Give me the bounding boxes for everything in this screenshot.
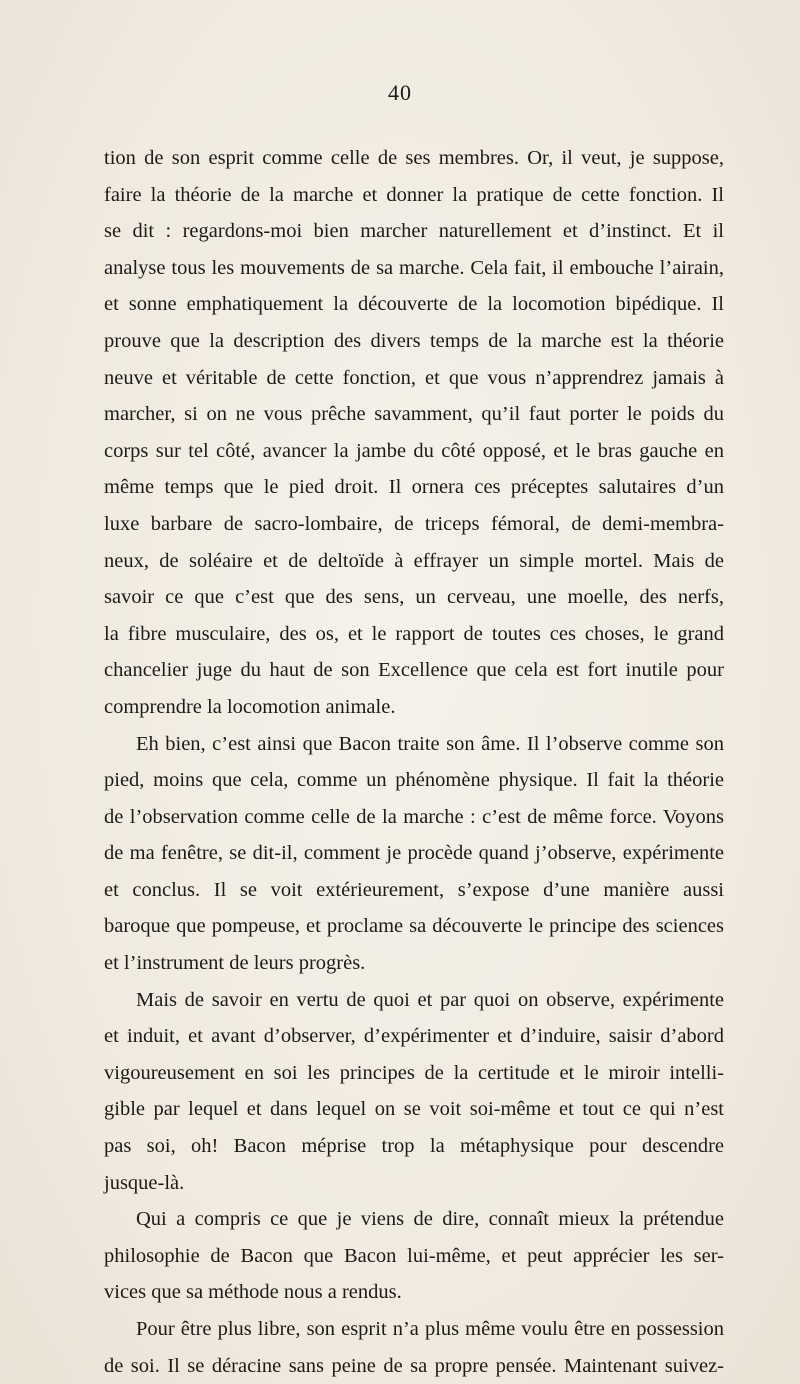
text-line: comprendre la locomotion animale.: [104, 695, 396, 718]
text-line: corps sur tel côté, avancer la jambe du côté opposé, et le bras gauche en: [104, 439, 724, 462]
text-line: Mais de savoir en vertu de quoi et par quoi on observe, expérimente: [136, 988, 724, 1011]
text-line: et induit, et avant d’observer, d’expérimenter et d’induire, saisir d’abord: [104, 1025, 724, 1048]
text-line: vigoureusement en soi les principes de la certitude et le miroir intelli-: [104, 1061, 724, 1084]
text-line: et sonne emphatiquement la découverte de la locomotion bipédique. Il: [104, 293, 724, 316]
text-line: marcher, si on ne vous prêche savamment, qu’il faut porter le poids du: [104, 403, 724, 426]
text-line: vices que sa méthode nous a rendus.: [104, 1281, 402, 1304]
text-line: analyse tous les mouvements de sa marche. Cela fait, il embouche l’airain,: [104, 256, 724, 279]
text-line: Eh bien, c’est ainsi que Bacon traite son âme. Il l’observe comme son: [136, 732, 724, 755]
text-line: la fibre musculaire, des os, et le rapport de toutes ces choses, le grand: [104, 622, 724, 645]
page-number: 40: [388, 80, 412, 105]
text-line: même temps que le pied droit. Il ornera ces préceptes salutaires d’un: [104, 476, 724, 499]
text-line: et conclus. Il se voit extérieurement, s’expose d’une manière aussi: [104, 878, 724, 901]
text-line: de soi. Il se déracine sans peine de sa propre pensée. Maintenant suivez-: [104, 1354, 724, 1377]
text-line: pas soi, oh! Bacon méprise trop la métaphysique pour descendre: [104, 1135, 724, 1158]
text-line: savoir ce que c’est que des sens, un cerveau, une moelle, des nerfs,: [104, 586, 724, 609]
text-line: se dit : regardons-moi bien marcher naturellement et d’instinct. Et il: [104, 220, 724, 243]
text-line: faire la théorie de la marche et donner la pratique de cette fonction. Il: [104, 183, 724, 206]
text-line: de ma fenêtre, se dit-il, comment je procède quand j’observe, expérimente: [104, 842, 724, 865]
text-line: gible par lequel et dans lequel on se voit soi-même et tout ce qui n’est: [104, 1098, 724, 1121]
text-line: de l’observation comme celle de la marche : c’est de même force. Voyons: [104, 805, 724, 828]
text-line: et l’instrument de leurs progrès.: [104, 952, 366, 975]
text-line: baroque que pompeuse, et proclame sa découverte le principe des sciences: [104, 915, 724, 938]
text-line: Pour être plus libre, son esprit n’a plus même voulu être en possession: [136, 1318, 724, 1340]
text-line: neuve et véritable de cette fonction, et que vous n’apprendrez jamais à: [104, 366, 724, 389]
text-line: prouve que la description des divers temps de la marche est la théorie: [104, 329, 724, 352]
text-line: luxe barbare de sacro-lombaire, de triceps fémoral, de demi-membra-: [104, 512, 724, 535]
body-text: [104, 140, 724, 1384]
text-line: jusque-là.: [104, 1171, 185, 1194]
text-line: tion de son esprit comme celle de ses membres. Or, il veut, je suppose,: [104, 147, 724, 169]
text-line: chancelier juge du haut de son Excellence que cela est fort inutile pour: [104, 659, 724, 682]
text-line: neux, de soléaire et de deltoïde à effrayer un simple mortel. Mais de: [104, 549, 724, 572]
text-line: philosophie de Bacon que Bacon lui-même, et peut apprécier les ser-: [104, 1244, 724, 1267]
text-line: Qui a compris ce que je viens de dire, connaît mieux la prétendue: [136, 1208, 724, 1231]
text-line: pied, moins que cela, comme un phénomène physique. Il fait la théorie: [104, 769, 724, 792]
